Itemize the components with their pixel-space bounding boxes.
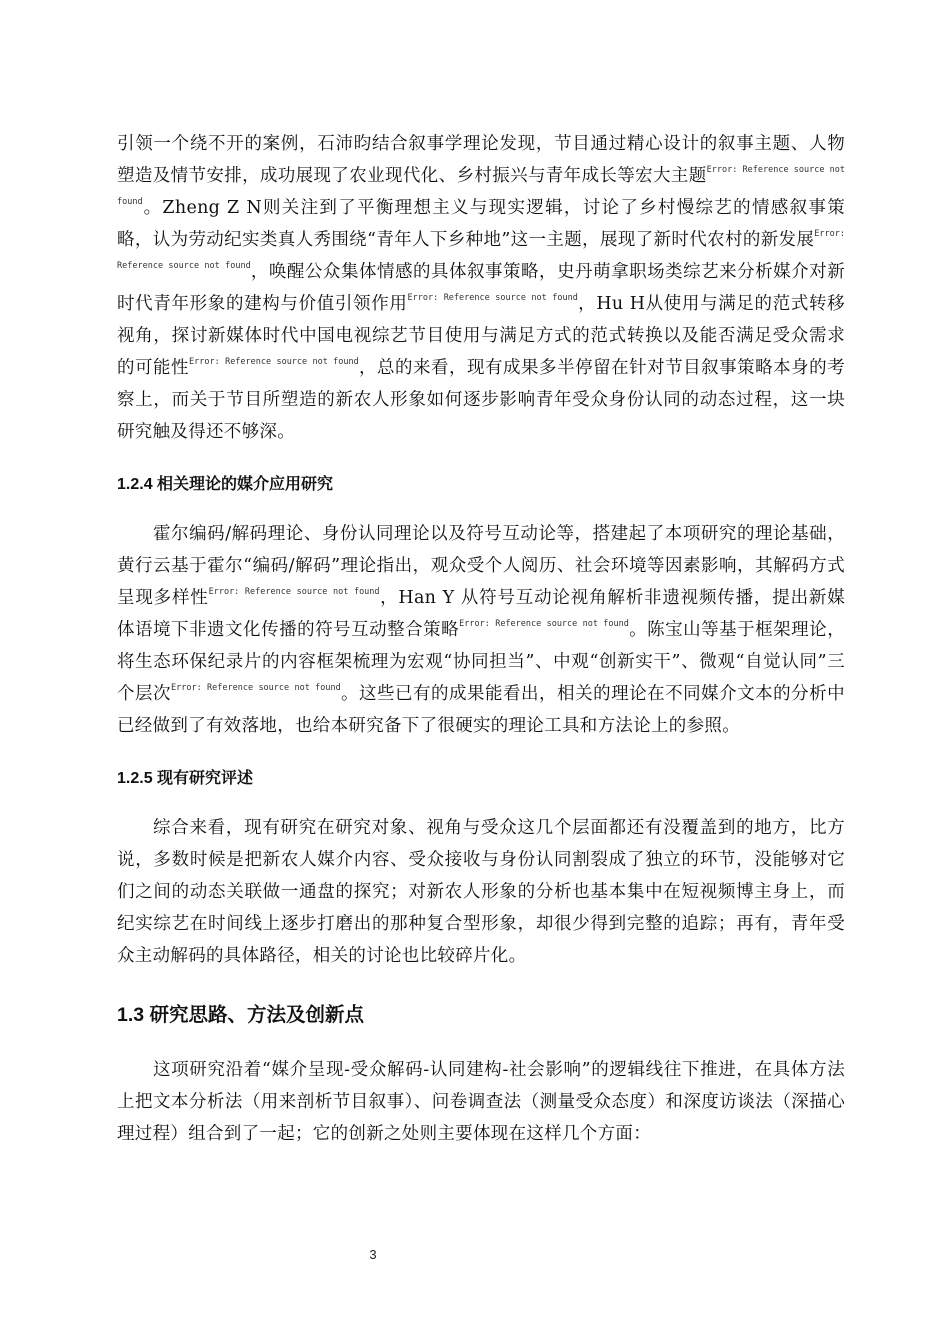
reference-error-note: Error: Reference source not found (171, 683, 341, 693)
text-run: ，唤醒公众集体情感的具体叙事策略，史丹萌拿职场类综艺来分析媒介对新时代青年形象的建构与价值引领作用 (117, 262, 845, 314)
text-run: ，Hu H从使用与满足的范式转移视角，探讨新媒体时代中国电视综艺节目使用与满足方式的范式转换以及能否满足受众需求的可能性 (117, 294, 845, 378)
reference-error-note: Error: Reference source not found (208, 587, 380, 597)
paragraph-research-approach: 这项研究沿着“媒介呈现-受众解码-认同建构-社会影响”的逻辑线往下推进，在具体方法上把文本分析法（用来剖析节目叙事）、问卷调查法（测量受众态度）和深度访谈法（深描心理过程）组合到了一起；它的创新之处则主要体现在这样几个方面： (117, 1060, 845, 1144)
reference-error-note: Error: Reference source not found (459, 619, 629, 629)
paragraph-theory-application (117, 518, 845, 742)
paragraph-research-review: 综合来看，现有研究在研究对象、视角与受众这几个层面都还有没覆盖到的地方，比方说，多数时候是把新农人媒介内容、受众接收与身份认同割裂成了独立的环节，没能够对它们之间的动态关联做一通盘的探究；对新农人形象的分析也基本集中在短视频博主身上，而纪实综艺在时间线上逐步打磨出的那种复合型形象，却很少得到完整的追踪；再有，青年受众主动解码的具体路径，相关的讨论也比较碎片化。 (117, 818, 845, 966)
text-run: 。Zheng Z N则关注到了平衡理想主义与现实逻辑，讨论了乡村慢综艺的情感叙事策略，认为劳动纪实类真人秀围绕“青年人下乡种地”这一主题，展现了新时代农村的新发展 (117, 198, 845, 250)
reference-error-note: Error: Reference source not found (407, 293, 578, 303)
text-run: 。这些已有的成果能看出，相关的理论在不同媒介文本的分析中已经做到了有效落地，也给本研究备下了很硬实的理论工具和方法论上的参照。 (117, 684, 845, 736)
text-run: ，总的来看，现有成果多半停留在针对节目叙事策略本身的考察上，而关于节目所塑造的新农人形象如何逐步影响青年受众身份认同的动态过程，这一块研究触及得还不够深。 (117, 358, 845, 442)
reference-error-note: Error: Reference source not found (117, 229, 845, 271)
page-content (117, 128, 845, 1150)
text-run: 引领一个绕不开的案例，石沛昀结合叙事学理论发现，节目通过精心设计的叙事主题、人物塑造及情节安排，成功展现了农业现代化、乡村振兴与青年成长等宏大主题 (117, 134, 845, 186)
reference-error-note: Error: Reference source not found (117, 165, 845, 207)
section-heading-1-2-5: 1.2.5 现有研究评述 (117, 770, 254, 787)
reference-error-note: Error: Reference source not found (189, 357, 359, 367)
text-run: 霍尔编码/解码理论、身份认同理论以及符号互动论等，搭建起了本项研究的理论基础，黄行云基于霍尔“编码/解码”理论指出，观众受个人阅历、社会环境等因素影响，其解码方式呈现多样性 (117, 524, 845, 608)
section-heading-1-3: 1.3 研究思路、方法及创新点 (117, 1004, 365, 1026)
section-heading-1-2-4: 1.2.4 相关理论的媒介应用研究 (117, 476, 334, 493)
text-run: 。陈宝山等基于框架理论，将生态环保纪录片的内容框架梳理为宏观“协同担当”、中观“创新实干”、微观“自觉认同”三个层次 (117, 620, 845, 704)
text-run: ，Han Y 从符号互动论视角解析非遗视频传播，提出新媒体语境下非遗文化传播的符号互动整合策略 (117, 588, 845, 640)
page-number: 3 (369, 1247, 377, 1262)
paragraph-literature-review (117, 128, 845, 448)
